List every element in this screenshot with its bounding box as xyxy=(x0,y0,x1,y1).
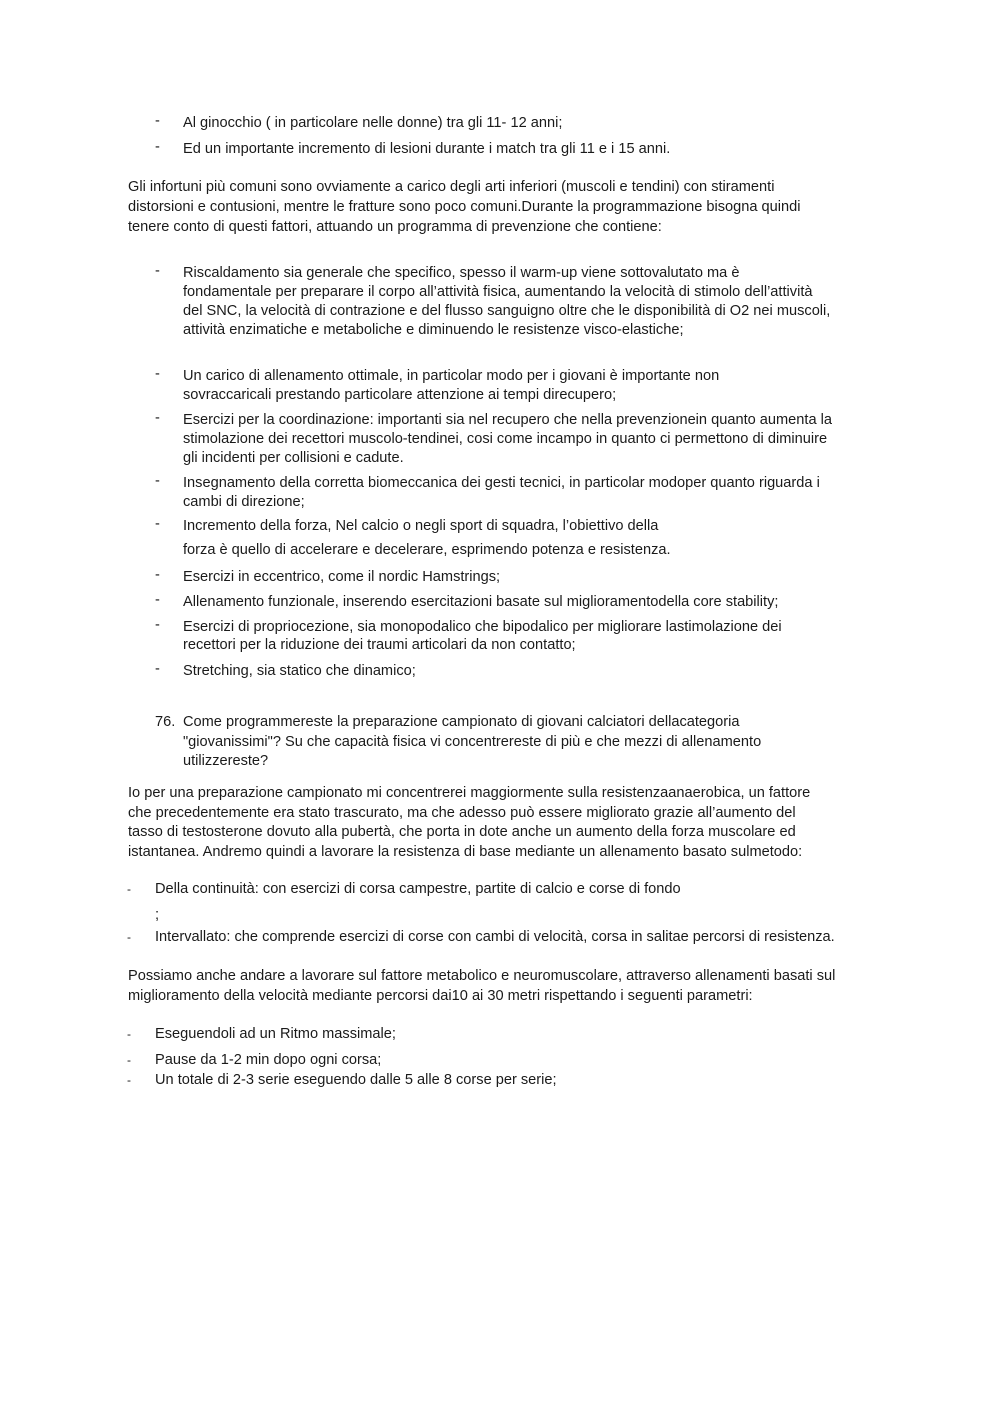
paragraph-line: istantanea. Andremo quindi a lavorare la resistenza di base mediante un allenamento basato sulmetodo: xyxy=(128,844,803,860)
list-item: cambi di direzione; xyxy=(183,494,305,510)
list-item: forza è quello di accelerare e decelerare, esprimendo potenza e resistenza. xyxy=(183,542,671,558)
list-item: Ed un importante incremento di lesioni durante i match tra gli 11 e i 15 anni. xyxy=(183,141,671,157)
list-dash: - xyxy=(127,1073,131,1087)
list-dash: - xyxy=(155,366,160,382)
question-line: utilizzereste? xyxy=(183,753,269,769)
list-item: Esercizi per la coordinazione: importanti sia nel recupero che nella prevenzionein quanto aumenta la xyxy=(183,412,832,428)
list-item: Intervallato: che comprende esercizi di corse con cambi di velocità, corsa in salitae percorsi di resistenza. xyxy=(155,929,835,945)
list-item: Insegnamento della corretta biomeccanica dei gesti tecnici, in particolar modoper quanto riguarda i xyxy=(183,475,820,491)
list-item: ; xyxy=(155,907,160,923)
paragraph-line: che precedentemente era stato trascurato, ma che adesso può essere migliorato grazie all’aumento del xyxy=(128,805,796,821)
list-item: stimolazione dei recettori muscolo-tendinei, cosi come incampo in quanto ci permettono di diminuire xyxy=(183,431,828,447)
paragraph-line: miglioramento della velocità mediante percorsi dai10 ai 30 metri rispettando i seguenti parametri: xyxy=(128,988,753,1004)
list-item: Incremento della forza, Nel calcio o negli sport di squadra, l’obiettivo della xyxy=(183,518,659,534)
list-dash: - xyxy=(155,113,160,129)
question-number: 76. xyxy=(155,714,176,730)
list-dash: - xyxy=(127,1027,131,1041)
question-line: Come programmereste la preparazione campionato di giovani calciatori dellacategoria xyxy=(183,714,740,730)
list-item: Della continuità: con esercizi di corsa campestre, partite di calcio e corse di fondo xyxy=(155,881,681,897)
question-line: "giovanissimi"? Su che capacità fisica vi concentrereste di più e che mezzi di allenamento xyxy=(183,734,762,750)
paragraph-line: tasso di testosterone dovuto alla pubertà, che porta in dote anche un aumento della forza muscolare ed xyxy=(128,824,796,840)
list-dash: - xyxy=(155,567,160,583)
paragraph-line: Possiamo anche andare a lavorare sul fattore metabolico e neuromuscolare, attraverso allenamenti basati sul xyxy=(128,968,836,984)
list-item: Esercizi di propriocezione, sia monopodalico che bipodalico per migliorare lastimolazione dei xyxy=(183,619,782,635)
list-dash: - xyxy=(155,516,160,532)
paragraph-line: Io per una preparazione campionato mi concentrerei maggiormente sulla resistenzaanaerobica, un fattore xyxy=(128,785,811,801)
list-item: Un totale di 2-3 serie eseguendo dalle 5 alle 8 corse per serie; xyxy=(155,1072,557,1088)
list-dash: - xyxy=(155,263,160,279)
paragraph-line: tenere conto di questi fattori, attuando un programma di prevenzione che contiene: xyxy=(128,219,662,235)
list-item: Esercizi in eccentrico, come il nordic Hamstrings; xyxy=(183,569,501,585)
list-dash: - xyxy=(155,617,160,633)
list-dash: - xyxy=(155,592,160,608)
list-item: Riscaldamento sia generale che specifico, spesso il warm-up viene sottovalutato ma è xyxy=(183,265,740,281)
list-item: sovraccaricali prestando particolare attenzione ai tempi direcupero; xyxy=(183,387,617,403)
list-dash: - xyxy=(155,473,160,489)
paragraph-line: Gli infortuni più comuni sono ovviamente a carico degli arti inferiori (muscoli e tendini) con stiramenti xyxy=(128,179,775,195)
list-dash: - xyxy=(155,139,160,155)
list-item: Pause da 1-2 min dopo ogni corsa; xyxy=(155,1052,382,1068)
list-item: Eseguendoli ad un Ritmo massimale; xyxy=(155,1026,396,1042)
list-item: gli incidenti per collisioni e cadute. xyxy=(183,450,404,466)
paragraph-line: distorsioni e contusioni, mentre le fratture sono poco comuni.Durante la programmazione bisogna quindi xyxy=(128,199,801,215)
list-dash: - xyxy=(127,930,131,944)
list-dash: - xyxy=(155,661,160,677)
list-item: Al ginocchio ( in particolare nelle donne) tra gli 11- 12 anni; xyxy=(183,115,563,131)
list-item: recettori per la riduzione dei traumi articolari da non contatto; xyxy=(183,637,576,653)
list-dash: - xyxy=(155,410,160,426)
list-item: Allenamento funzionale, inserendo esercitazioni basate sul miglioramentodella core stability; xyxy=(183,594,779,610)
list-item: del SNC, la velocità di contrazione e del flusso sanguigno oltre che le disponibilità di O2 nei muscoli, xyxy=(183,303,831,319)
list-dash: - xyxy=(127,1053,131,1067)
list-item: Stretching, sia statico che dinamico; xyxy=(183,663,416,679)
list-dash: - xyxy=(127,882,131,896)
list-item: Un carico di allenamento ottimale, in particolar modo per i giovani è importante non xyxy=(183,368,720,384)
list-item: attività enzimatiche e metaboliche e diminuendo le resistenze visco-elastiche; xyxy=(183,322,684,338)
list-item: fondamentale per preparare il corpo all’attività fisica, aumentando la velocità di stimolo dell’attività xyxy=(183,284,813,300)
